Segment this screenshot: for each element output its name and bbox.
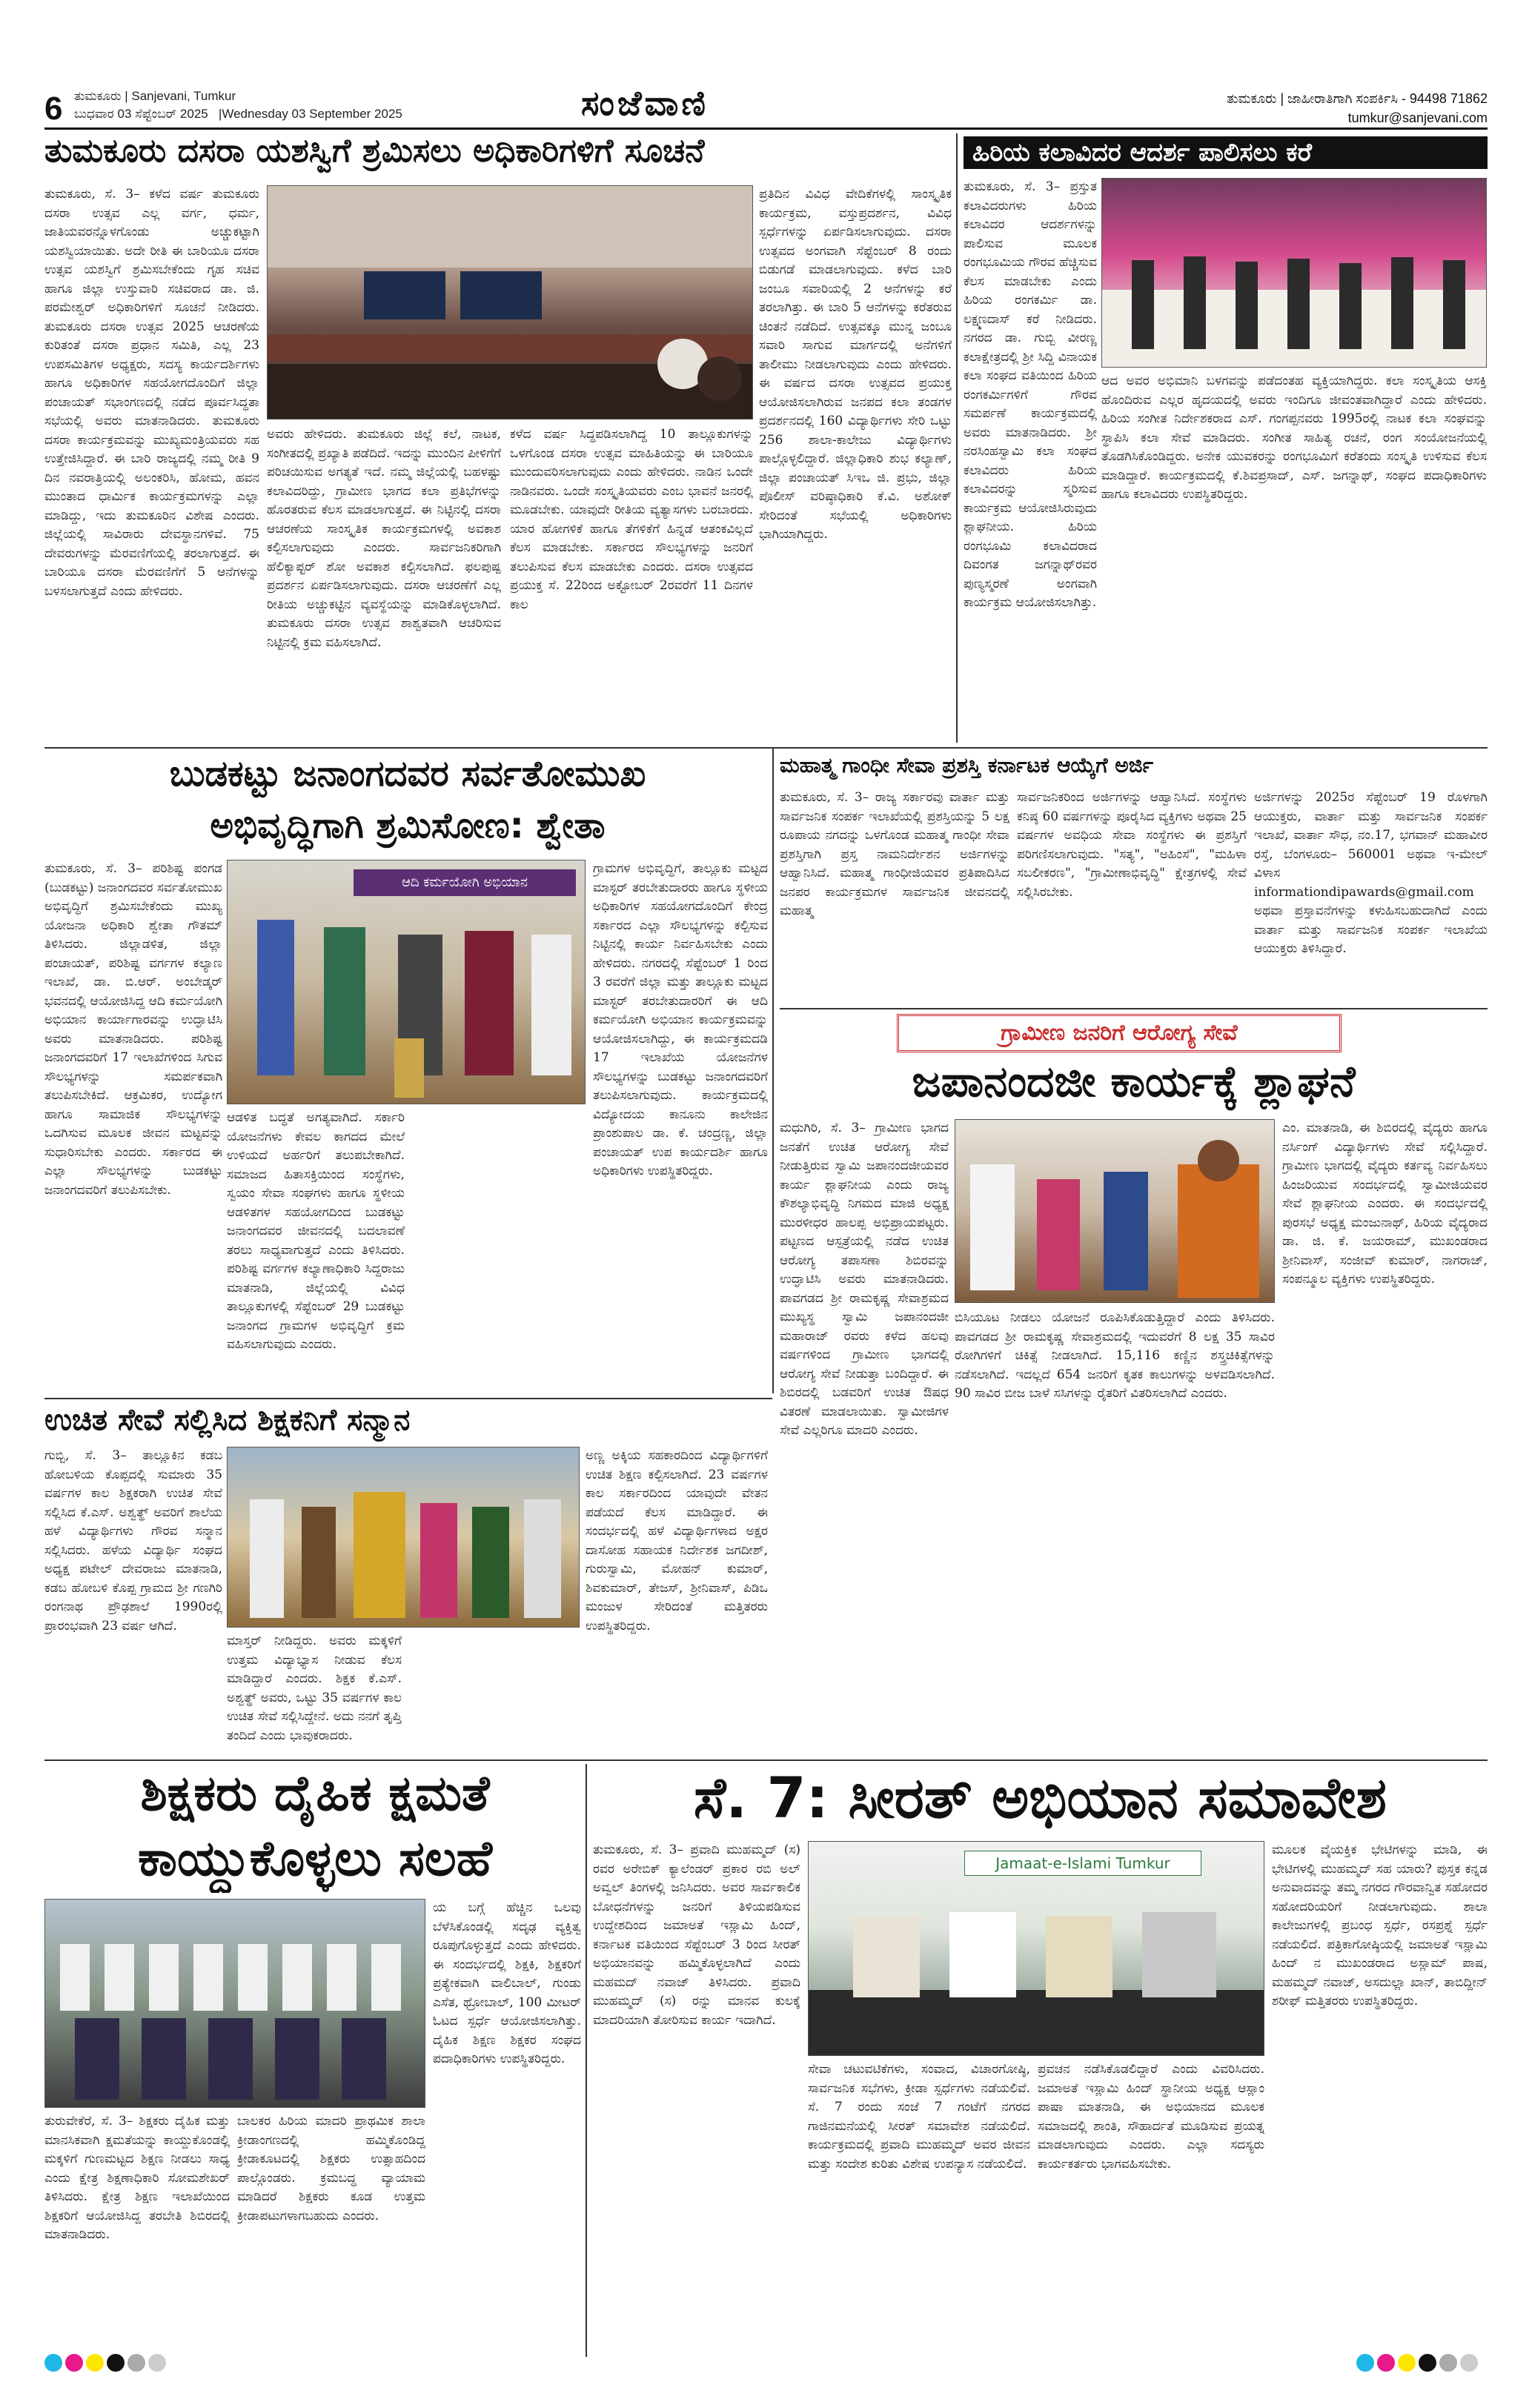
japananda-col1: ಮಧುಗಿರಿ, ಸೆ. 3– ಗ್ರಾಮೀಣ ಭಾಗದ ಜನತೆಗೆ ಉಚಿತ ಆರೋಗ್ಯ ಸೇವೆ ನೀಡುತ್ತಿರುವ ಸ್ವಾಮಿ ಜಪಾನಂದಜೀಯವರ ಕಾರ್ಯ ಶ್ಲಾಘನೀಯ ಎಂದು ರಾಜ್ಯ ಕೌಶಲ್ಯಾಭಿವೃದ್ಧಿ ನಿಗಮದ ಮಾಜಿ ಅಧ್ಯಕ್ಷ ಮುರಳೀಧರ ಹಾಲಪ್ಪ ಅಭಿಪ್ರಾಯಪಟ್ಟರು. ಪಟ್ಟಣದ ಆಸ್ಪತ್ರೆಯಲ್ಲಿ ನಡೆದ ಉಚಿತ ಆರೋಗ್ಯ ತಪಾಸಣಾ ಶಿಬಿರವನ್ನು ಉದ್ಘಾಟಿಸಿ ಅವರು ಮಾತನಾಡಿದರು. ಪಾವಗಡದ ಶ್ರೀ ರಾಮಕೃಷ್ಣ ಸೇವಾಶ್ರಮದ ಮುಖ್ಯಸ್ಥ ಸ್ವಾಮಿ ಜಪಾನಂದಜೀ ಮಹಾರಾಜ್ ರವರು ಕಳೆದ ಹಲವು ವರ್ಷಗಳಿಂದ ಗ್ರಾಮೀಣ ಭಾಗದಲ್ಲಿ ಆರೋಗ್ಯ ಸೇವೆ ನೀಡುತ್ತಾ ಬಂದಿದ್ದಾರೆ. ಈ ಶಿಬಿರದಲ್ಲಿ ಬಡವರಿಗೆ ಉಚಿತ ಔಷಧ ವಿತರಣೆ ಮಾಡಲಾಯಿತು. ಸ್ವಾಮೀಜಿಗಳ ಸೇವೆ ಎಲ್ಲರಿಗೂ ಮಾದರಿ ಎಂದರು. — [780, 1121, 949, 1438]
health-camp-illustration — [955, 1120, 1275, 1303]
seerat-col1: ತುಮಕೂರು, ಸೆ. 3– ಪ್ರವಾದಿ ಮುಹಮ್ಮದ್ (ಸ) ರವರ ಅರೇಬಿಕ್ ಕ್ಯಾಲೆಂಡರ್ ಪ್ರಕಾರ ರಬಿ ಅಲ್ ಅವ್ವಲ್ ತಿಂಗಳಲ್ಲಿ ಜನಿಸಿದರು. ಅವರ ಸಾರ್ವಕಾಲಿಕ ಬೋಧನೆಗಳನ್ನು ಜನರಿಗೆ ತಿಳಿಯಪಡಿಸುವ ಉದ್ದೇಶದಿಂದ ಜಮಾಅತೆ ಇಸ್ಲಾಮಿ ಹಿಂದ್, ಕರ್ನಾಟಕ ವತಿಯಿಂದ ಸೆಪ್ಟೆಂಬರ್ 3 ರಿಂದ ಸೀರತ್ ಅಭಿಯಾನವನ್ನು ಹಮ್ಮಿಕೊಳ್ಳಲಾಗಿದೆ ಎಂದು ಮಹಮದ್ ನವಾಜ್ ತಿಳಿಸಿದರು. ಪ್ರವಾದಿ ಮುಹಮ್ಮದ್ (ಸ) ರನ್ನು ಮಾನವ ಕುಲಕ್ಕೆ ಮಾದರಿಯಾಗಿ ತೋರಿಸುವ ಕಾರ್ಯ ಇದಾಗಿದೆ. — [593, 1843, 800, 2028]
fitness-col1: ತುರುವೇಕೆರೆ, ಸೆ. 3– ಶಿಕ್ಷಕರು ದೈಹಿಕ ಮತ್ತು ಮಾನಸಿಕವಾಗಿ ಕ್ಷಮತೆಯನ್ನು ಕಾಯ್ದುಕೊಂಡಲ್ಲಿ ಮಕ್ಕಳಿಗೆ ಗುಣಮಟ್ಟದ ಶಿಕ್ಷಣ ನೀಡಲು ಸಾಧ್ಯ ಎಂದು ಕ್ಷೇತ್ರ ಶಿಕ್ಷಣಾಧಿಕಾರಿ ಸೋಮಶೇಖರ್ ತಿಳಿಸಿದರು. ಕ್ಷೇತ್ರ ಶಿಕ್ಷಣ ಇಲಾಖೆಯಿಂದ ಶಿಕ್ಷಕರಿಗೆ ಆಯೋಜಿಸಿದ್ದ ತರಬೇತಿ ಶಿಬಿರದಲ್ಲಿ ಮಾತನಾಡಿದರು. — [44, 2114, 230, 2242]
header-ad-contact: ತುಮಕೂರು | ಜಾಹೀರಾತಿಗಾಗಿ ಸಂಪರ್ಕಿಸಿ - 94498 71862 — [1227, 91, 1488, 106]
section-rule — [44, 1759, 1488, 1761]
japananda-tag: ಗ್ರಾಮೀಣ ಜನರಿಗೆ ಆರೋಗ್ಯ ಸೇವೆ — [897, 1014, 1342, 1052]
tribal-col1: ತುಮಕೂರು, ಸೆ. 3– ಪರಿಶಿಷ್ಟ ಪಂಗಡ (ಬುಡಕಟ್ಟು) ಜನಾಂಗದವರ ಸರ್ವತೋಮುಖ ಅಭಿವೃದ್ಧಿಗೆ ಶ್ರಮಿಸಬೇಕೆಂದು ಮುಖ್ಯ ಯೋಜನಾ ಅಧಿಕಾರಿ ಶ್ವೇತಾ ಗೌತಮ್ ತಿಳಿಸಿದರು. ಜಿಲ್ಲಾಡಳಿತ, ಜಿಲ್ಲಾ ಪಂಚಾಯತ್, ಪರಿಶಿಷ್ಟ ವರ್ಗಗಳ ಕಲ್ಯಾಣ ಇಲಾಖೆ, ಡಾ. ಬಿ.ಆರ್. ಅಂಬೇಡ್ಕರ್ ಭವನದಲ್ಲಿ ಆಯೋಜಿಸಿದ್ದ ಆದಿ ಕರ್ಮಯೋಗಿ ಅಭಿಯಾನ ಕಾರ್ಯಾಗಾರವನ್ನು ಉದ್ಘಾಟಿಸಿ ಅವರು ಮಾತನಾಡಿದರು. ಪರಿಶಿಷ್ಟ ಜನಾಂಗದವರಿಗೆ 17 ಇಲಾಖೆಗಳಿಂದ ಸಿಗುವ ಸೌಲಭ್ಯಗಳನ್ನು ಸಮರ್ಪಕವಾಗಿ ತಲುಪಿಸಬೇಕಿದೆ. ಆಕ್ರಮಿಕರ, ಉದ್ಯೋಗ ಹಾಗೂ ಸಾಮಾಜಿಕ ಸೌಲಭ್ಯಗಳನ್ನು ಒದಗಿಸುವ ಮೂಲಕ ಜೀವನ ಮಟ್ಟವನ್ನು ಸುಧಾರಿಸಬೇಕು ಎಂದರು. ಸರ್ಕಾರದ ಈ ಎಲ್ಲಾ ಸೌಲಭ್ಯಗಳನ್ನು ಬುಡಕಟ್ಟು ಜನಾಂಗದವರಿಗೆ ತಲುಪಿಸಬೇಕು. — [44, 861, 222, 1198]
fitness-headline-line1: ಶಿಕ್ಷಕರು ದೈಹಿಕ ಕ್ಷಮತೆ — [140, 1767, 490, 1822]
gandhi-col2: ಸಾರ್ವಜನಿಕರಿಂದ ಅರ್ಜಿಗಳನ್ನು ಆಹ್ವಾನಿಸಿದೆ. ಸಂಸ್ಥೆಗಳು ಕನಿಷ್ಠ 60 ವರ್ಷಗಳನ್ನು ಪೂರೈಸಿದ ವ್ಯಕ್ತಿಗಳು ಅಥವಾ 25 ವರ್ಷಗಳ ಅವಧಿಯ ಸೇವಾ ಸಂಸ್ಥೆಗಳು ಈ ಪ್ರಶಸ್ತಿಗೆ ಪರಿಗಣಿಸಲಾಗುವುದು. "ಸತ್ಯ", "ಅಹಿಂಸೆ", "ಮಹಿಳಾ ಸಬಲೀಕರಣ", "ಗ್ರಾಮೀಣಾಭಿವೃದ್ಧಿ" ಕ್ಷೇತ್ರಗಳಲ್ಲಿ ಸೇವೆ ಸಲ್ಲಿಸಿರಬೇಕು. — [1017, 790, 1247, 900]
tribal-headline-line1: ಬುಡಕಟ್ಟು ಜನಾಂಗದವರ ಸರ್ವತೋಮುಖ — [169, 754, 646, 795]
artists-col1: ತುಮಕೂರು, ಸೆ. 3– ಪ್ರಸ್ತುತ ಕಲಾವಿದರುಗಳು ಹಿರಿಯ ಕಲಾವಿದರ ಆದರ್ಶಗಳನ್ನು ಪಾಲಿಸುವ ಮೂಲಕ ರಂಗಭೂಮಿಯ ಗೌರವ ಹೆಚ್ಚಿಸುವ ಕೆಲಸ ಮಾಡಬೇಕು ಎಂದು ಹಿರಿಯ ರಂಗಕರ್ಮಿ ಡಾ. ಲಕ್ಷ್ಮಣದಾಸ್ ಕರೆ ನೀಡಿದರು. ನಗರದ ಡಾ. ಗುಬ್ಬಿ ವೀರಣ್ಣ ಕಲಾಕ್ಷೇತ್ರದಲ್ಲಿ ಶ್ರೀ ಸಿದ್ದಿ ವಿನಾಯಕ ಕಲಾ ಸಂಘದ ವತಿಯಿಂದ ಹಿರಿಯ ರಂಗಕರ್ಮಿಗಳಿಗೆ ಗೌರವ ಸಮರ್ಪಣೆ ಕಾರ್ಯಕ್ರಮದಲ್ಲಿ ಅವರು ಮಾತನಾಡಿದರು. ಶ್ರೀ ನರಸಿಂಹಸ್ವಾಮಿ ಕಲಾ ಸಂಘದ ಕಲಾವಿದರು ಹಿರಿಯ ಕಲಾವಿದರನ್ನು ಸ್ಮರಿಸುವ ಕಾರ್ಯಕ್ರಮ ಆಯೋಜಿಸಿರುವುದು ಶ್ಲಾಘನೀಯ. ಹಿರಿಯ ರಂಗಭೂಮಿ ಕಲಾವಿದರಾದ ದಿವಂಗತ ಜಗನ್ನಾಥ್‌ರವರ ಪುಣ್ಯಸ್ಮರಣೆ ಅಂಗವಾಗಿ ಕಾರ್ಯಕ್ರಮ ಆಯೋಜಿಸಲಾಗಿತ್ತು. — [964, 179, 1097, 610]
header-email: tumkur@sanjevani.com — [1347, 110, 1488, 125]
teacher-col2: ಮಾಸ್ತರ್ ನೀಡಿದ್ದರು. ಅವರು ಮಕ್ಕಳಿಗೆ ಉತ್ತಮ ವಿದ್ಯಾಭ್ಯಾಸ ನೀಡುವ ಕೆಲಸ ಮಾಡಿದ್ದಾರೆ ಎಂದರು. ಶಿಕ್ಷಕ ಕೆ.ಎಸ್. ಅಶ್ವತ್ಥ್ ಅವರು, ಒಟ್ಟು 35 ವರ್ಷಗಳ ಕಾಲ ಉಚಿತ ಸೇವೆ ಸಲ್ಲಿಸಿದ್ದೇನೆ. ಅದು ನನಗೆ ತೃಪ್ತಿ ತಂದಿದೆ ಎಂದು ಭಾವುಕರಾದರು. — [227, 1633, 402, 1743]
header-date-kn: ಬುಧವಾರ 03 ಸೆಪ್ಟೆಂಬರ್ 2025 — [74, 107, 208, 121]
tribal-headline-line2: ಅಭಿವೃದ್ಧಿಗಾಗಿ ಶ್ರಮಿಸೋಣ: ಶ್ವೇತಾ — [210, 806, 606, 846]
section-rule — [780, 1008, 1488, 1009]
dasara-meeting-photo — [267, 185, 753, 419]
seerat-headline: ಸೆ. 7: ಸೀರತ್ ಅಭಿಯಾನ ಸಮಾವೇಶ — [693, 1767, 1387, 1831]
tribal-col3: ಗ್ರಾಮಗಳ ಅಭಿವೃದ್ಧಿಗೆ, ತಾಲ್ಲೂಕು ಮಟ್ಟದ ಮಾಸ್ಟರ್ ತರಬೇತುದಾರರು ಹಾಗೂ ಸ್ಥಳೀಯ ಅಧಿಕಾರಿಗಳ ಸಹಯೋಗದೊಂದಿಗೆ ಕೇಂದ್ರ ಸರ್ಕಾರದ ಎಲ್ಲಾ ಸೌಲಭ್ಯಗಳನ್ನು ಕಲ್ಪಿಸುವ ನಿಟ್ಟಿನಲ್ಲಿ ಕಾರ್ಯ ನಿರ್ವಹಿಸಬೇಕು ಎಂದು ಹೇಳಿದರು. ನಗರದಲ್ಲಿ ಸೆಪ್ಟೆಂಬರ್ 1 ರಿಂದ 3 ರವರೆಗೆ ಜಿಲ್ಲಾ ಮತ್ತು ತಾಲ್ಲೂಕು ಮಟ್ಟದ ಮಾಸ್ಟರ್ ತರಬೇತುದಾರರಿಗೆ ಈ ಆದಿ ಕರ್ಮಯೋಗಿ ಅಭಿಯಾನ ಕಾರ್ಯಕ್ರಮವನ್ನು ಆಯೋಜಿಸಲಾಗಿದ್ದು, ಈ ಕಾರ್ಯಕ್ರಮದಡಿ 17 ಇಲಾಖೆಯ ಯೋಜನೆಗಳ ಸೌಲಭ್ಯಗಳನ್ನು ಬುಡಕಟ್ಟು ಜನಾಂಗದವರಿಗೆ ತಲುಪಿಸಲಾಗುವುದು. ಕಾರ್ಯಕ್ರಮದಲ್ಲಿ ವಿದ್ಯೋದಯ ಕಾನೂನು ಕಾಲೇಜಿನ ಪ್ರಾಂಶುಪಾಲ ಡಾ. ಕೆ. ಚಂದ್ರಣ್ಣ, ಜಿಲ್ಲಾ ಪಂಚಾಯತ್ ಉಪ ಕಾರ್ಯದರ್ಶಿ ಹಾಗೂ ಅಧಿಕಾರಿಗಳು ಉಪಸ್ಥಿತರಿದ್ದರು. — [593, 861, 768, 1178]
column-divider — [772, 749, 774, 1393]
fitness-headline-line2: ಕಾಯ್ದುಕೊಳ್ಳಲು ಸಲಹೆ — [137, 1832, 493, 1887]
seerat-press-meet-photo — [808, 1841, 1264, 2056]
teachers-group-illustration — [45, 1900, 425, 2108]
tribal-workshop-photo — [227, 860, 586, 1104]
tribal-col2: ಆಡಳಿತ ಬದ್ಧತೆ ಅಗತ್ಯವಾಗಿದೆ. ಸರ್ಕಾರಿ ಯೋಜನೆಗಳು ಕೇವಲ ಕಾಗದದ ಮೇಲೆ ಉಳಿಯದೆ ಅರ್ಹರಿಗೆ ತಲುಪಬೇಕಾಗಿದೆ. ಸಮಾಜದ ಹಿತಾಸಕ್ತಿಯಿಂದ ಸಂಸ್ಥೆಗಳು, ಸ್ವಯಂ ಸೇವಾ ಸಂಘಗಳು ಹಾಗೂ ಸ್ಥಳೀಯ ಆಡಳಿತಗಳ ಸಹಯೋಗದಿಂದ ಬುಡಕಟ್ಟು ಜನಾಂಗದವರ ಜೀವನದಲ್ಲಿ ಬದಲಾವಣೆ ತರಲು ಸಾಧ್ಯವಾಗುತ್ತದೆ ಎಂದು ತಿಳಿಸಿದರು. ಪರಿಶಿಷ್ಟ ವರ್ಗಗಳ ಕಲ್ಯಾಣಾಧಿಕಾರಿ ಸಿದ್ದರಾಜು ಮಾತನಾಡಿ, ಜಿಲ್ಲೆಯಲ್ಲಿ ವಿವಿಧ ತಾಲ್ಲೂಕುಗಳಲ್ಲಿ ಸೆಪ್ಟೆಂಬರ್ 29 ಬುಡಕಟ್ಟು ಜನಾಂಗದ ಗ್ರಾಮಗಳ ಅಭಿವೃದ್ಧಿಗೆ ಕ್ರಮ ವಹಿಸಲಾಗುವುದು ಎಂದರು. — [227, 1110, 405, 1352]
teacher-felicitation-photo — [227, 1447, 580, 1628]
japananda-col3: ಎಂ. ಮಾತನಾಡಿ, ಈ ಶಿಬಿರದಲ್ಲಿ ವೈದ್ಯರು ಹಾಗೂ ನರ್ಸಿಂಗ್ ವಿದ್ಯಾರ್ಥಿಗಳು ಸೇವೆ ಸಲ್ಲಿಸಿದ್ದಾರೆ. ಗ್ರಾಮೀಣ ಭಾಗದಲ್ಲಿ ವೈದ್ಯರು ಕರ್ತವ್ಯ ನಿರ್ವಹಿಸಲು ಹಿಂಜರಿಯುವ ಸಂದರ್ಭದಲ್ಲಿ ಸ್ವಾಮೀಜಿಯವರ ಸೇವೆ ಶ್ಲಾಘನೀಯ ಎಂದರು. ಈ ಸಂದರ್ಭದಲ್ಲಿ ಪುರಸಭೆ ಅಧ್ಯಕ್ಷ ಮಂಜುನಾಥ್, ಹಿರಿಯ ವೈದ್ಯರಾದ ಡಾ. ಜಿ. ಕೆ. ಜಯರಾಮ್, ಮುಖಂಡರಾದ ಶ್ರೀನಿವಾಸ್, ಸಂಜೀವ್ ಕುಮಾರ್, ನಾಗರಾಜ್, ಸಂಪನ್ಮೂಲ ವ್ಯಕ್ತಿಗಳು ಉಪಸ್ಥಿತರಿದ್ದರು. — [1282, 1121, 1488, 1287]
cmyk-marks-left — [44, 2354, 169, 2375]
artists-col2: ಆದ ಅವರ ಅಭಿಮಾನಿ ಬಳಗವನ್ನು ಪಡೆದಂತಹ ವ್ಯಕ್ತಿಯಾಗಿದ್ದರು. ಕಲಾ ಸಂಸ್ಕೃತಿಯ ಆಸಕ್ತಿ ಹೊಂದಿರುವ ಎಲ್ಲರ ಹೃದಯದಲ್ಲಿ ಅವರು ಇಂದಿಗೂ ಜೀವಂತವಾಗಿದ್ದಾರೆ ಎಂದು ಹೇಳಿದರು. ಹಿರಿಯ ಸಂಗೀತ ನಿರ್ದೇಶಕರಾದ ಎಸ್. ಗಂಗಪ್ಪನವರು 1995ರಲ್ಲಿ ನಾಟಕ ಕಲಾ ಸಂಘವನ್ನು ಸ್ಥಾಪಿಸಿ ಕಲಾ ಸೇವೆ ಮಾಡಿದರು. ಸಂಗೀತ ಸಾಹಿತ್ಯ ರಚನೆ, ರಂಗ ಸಂಯೋಜನೆಯಲ್ಲಿ ತೊಡಗಿಸಿಕೊಂಡಿದ್ದರು. ಅನೇಕ ಯುವಕರನ್ನು ರಂಗಭೂಮಿಗೆ ಕರೆತಂದು ಸಂಸ್ಕೃತಿ ಉಳಿಸುವ ಕೆಲಸ ಮಾಡಿದ್ದಾರೆ. ಕಾರ್ಯಕ್ರಮದಲ್ಲಿ ಕೆ.ಶಿವಪ್ರಸಾದ್, ಎಸ್. ಜಗನ್ನಾಥ್, ಸಂಘದ ಪದಾಧಿಕಾರಿಗಳು ಹಾಗೂ ಕಲಾವಿದರು ಉಪಸ್ಥಿತರಿದ್ದರು. — [1101, 374, 1487, 502]
section-rule — [44, 747, 1488, 749]
dasara-col2: ಅವರು ಹೇಳಿದರು. ತುಮಕೂರು ಜಿಲ್ಲೆ ಕಲೆ, ನಾಟಕ, ಸಂಗೀತದಲ್ಲಿ ಪ್ರಖ್ಯಾತಿ ಪಡೆದಿದೆ. ಇದನ್ನು ಮುಂದಿನ ಪೀಳಿಗೆಗೆ ಪರಿಚಯಿಸುವ ಅಗತ್ಯತೆ ಇದೆ. ನಮ್ಮ ಜಿಲ್ಲೆಯಲ್ಲಿ ಬಹಳಷ್ಟು ಕಲಾವಿದರಿದ್ದು, ಗ್ರಾಮೀಣ ಭಾಗದ ಕಲಾ ಪ್ರತಿಭೆಗಳನ್ನು ಹೊರತರುವ ಕೆಲಸ ಮಾಡಲಾಗುತ್ತದೆ. ಈ ನಿಟ್ಟಿನಲ್ಲಿ ದಸರಾ ಆಚರಣೆಯ ಸಾಂಸ್ಕೃತಿಕ ಕಾರ್ಯಕ್ರಮಗಳಲ್ಲಿ ಅವಕಾಶ ಕಲ್ಪಿಸಲಾಗುವುದು ಎಂದರು. ಸಾರ್ವಜನಿಕರಿಗಾಗಿ ಹೆಲಿಕ್ಯಾಪ್ಟರ್ ಶೋ ಅವಕಾಶ ಕಲ್ಪಿಸಲಾಗಿದೆ. ಫಲಪುಷ್ಪ ಪ್ರದರ್ಶನ ಏರ್ಪಡಿಸಲಾಗುವುದು. ದಸರಾ ಆಚರಣೆಗೆ ಎಲ್ಲ ರೀತಿಯ ಅಚ್ಚುಕಟ್ಟಿನ ವ್ಯವಸ್ಥೆಯನ್ನು ಮಾಡಿಕೊಳ್ಳಲಾಗಿದೆ. ತುಮಕೂರು ದಸರಾ ಉತ್ಸವ ಶಾಶ್ವತವಾಗಿ ಆಚರಿಸುವ ನಿಟ್ಟಿನಲ್ಲಿ ಕ್ರಮ ವಹಿಸಲಾಗಿದೆ. — [267, 427, 501, 650]
column-divider — [586, 1764, 587, 2357]
section-rule — [44, 1398, 772, 1399]
press-meet-illustration — [809, 1842, 1264, 2056]
artists-felicitation-photo — [1101, 178, 1487, 368]
header-date-en: Wednesday 03 September 2025 — [222, 107, 402, 121]
dasara-headline: ತುಮಕೂರು ದಸರಾ ಯಶಸ್ವಿಗೆ ಶ್ರಮಿಸಲು ಅಧಿಕಾರಿಗಳಿಗೆ ಸೂಚನೆ — [44, 133, 705, 170]
page-number: 6 — [44, 90, 63, 127]
dasara-col3: ಕಳೆದ ವರ್ಷ ಸಿದ್ಧಪಡಿಸಲಾಗಿದ್ದ 10 ತಾಲ್ಲೂಕುಗಳನ್ನು ಒಳಗೊಂಡ ದಸರಾ ಉತ್ಸವ ಮಾಹಿತಿಯನ್ನು ಈ ಬಾರಿಯೂ ಮುಂದುವರಿಸಲಾಗುವುದು ಎಂದು ಹೇಳಿದರು. ನಾಡಿನ ಒಂದೇ ನಾಡಿನವರು. ಒಂದೇ ಸಂಸ್ಕೃತಿಯವರು ಎಂಬ ಭಾವನೆ ಜನರಲ್ಲಿ ಮೂಡಬೇಕು. ಯಾವುದೇ ರೀತಿಯ ವ್ಯತ್ಯಾಸಗಳು ಬರಬಾರದು. ಯಾರ ಹೋಗಳಿಕೆ ಹಾಗೂ ತೆಗಳಿಕೆಗೆ ಹಿನ್ನಡೆ ಆತಂಕವಿಲ್ಲದೆ ಕೆಲಸ ಮಾಡಬೇಕು. ಸರ್ಕಾರದ ಸೌಲಭ್ಯಗಳನ್ನು ಜನರಿಗೆ ತಲುಪಿಸುವ ಕೆಲಸ ಮಾಡಬೇಕು ಎಂದರು. ದಸರಾ ಉತ್ಸವದ ಪ್ರಯುಕ್ತ ಸೆ. 22ರಿಂದ ಅಕ್ಟೋಬರ್ 2ರವರೆಗೆ 11 ದಿನಗಳ ಕಾಲ — [510, 427, 753, 612]
japananda-health-camp-photo — [955, 1119, 1275, 1303]
header-right — [1227, 89, 1488, 127]
teacher-col1: ಗುಬ್ಬಿ, ಸೆ. 3– ತಾಲ್ಲೂಕಿನ ಕಡಬ ಹೋಬಳಿಯ ಕೊಪ್ಪದಲ್ಲಿ ಸುಮಾರು 35 ವರ್ಷಗಳ ಕಾಲ ಶಿಕ್ಷಕರಾಗಿ ಉಚಿತ ಸೇವೆ ಸಲ್ಲಿಸಿದ ಕೆ.ಎಸ್. ಅಶ್ವತ್ಥ್ ಅವರಿಗೆ ಶಾಲೆಯ ಹಳೆ ವಿದ್ಯಾರ್ಥಿಗಳು ಗೌರವ ಸನ್ಮಾನ ಸಲ್ಲಿಸಿದರು. ಹಳೆಯ ವಿದ್ಯಾರ್ಥಿ ಸಂಘದ ಅಧ್ಯಕ್ಷ ಪಟೇಲ್ ದೇವರಾಜು ಮಾತನಾಡಿ, ಕಡಬ ಹೋಬಳಿ ಕೊಪ್ಪ ಗ್ರಾಮದ ಶ್ರೀ ಗಣಗಿರಿ ರಂಗನಾಥ ಪ್ರೌಢಶಾಲೆ 1990ರಲ್ಲಿ ಪ್ರಾರಂಭವಾಗಿ 23 ವರ್ಷ ಆಗಿದೆ. — [44, 1448, 222, 1633]
seerat-col3: ಪ್ರವಚನ ನಡೆಸಿಕೊಡಲಿದ್ದಾರೆ ಎಂದು ವಿವರಿಸಿದರು. ಜಮಾಅತೆ ಇಸ್ಲಾಮಿ ಹಿಂದ್ ಸ್ಥಾನೀಯ ಅಧ್ಯಕ್ಷ ಆಸ್ಲಾಂ ಪಾಷಾ ಮಾತನಾಡಿ, ಈ ಅಭಿಯಾನದ ಮೂಲಕ ಸಮಾಜದಲ್ಲಿ ಶಾಂತಿ, ಸೌಹಾರ್ದತೆ ಮೂಡಿಸುವ ಪ್ರಯತ್ನ ಮಾಡಲಾಗುವುದು ಎಂದರು. ಎಲ್ಲಾ ಸದಸ್ಯರು ಕಾರ್ಯಕರ್ತರು ಭಾಗವಹಿಸಬೇಕು. — [1038, 2062, 1264, 2172]
stage-group-illustration — [1102, 179, 1487, 368]
column-divider — [956, 133, 958, 743]
artists-headline: ಹಿರಿಯ ಕಲಾವಿದರ ಆದರ್ಶ ಪಾಲಿಸಲು ಕರೆ — [964, 136, 1488, 169]
header-place: ತುಮಕೂರು — [74, 89, 122, 103]
dasara-col1: ತುಮಕೂರು, ಸೆ. 3– ಕಳೆದ ವರ್ಷ ತುಮಕೂರು ದಸರಾ ಉತ್ಸವ ಎಲ್ಲ ವರ್ಗ, ಧರ್ಮ, ಜಾತಿಯವರನ್ನೊಳಗೊಂಡು ಅಚ್ಚುಕಟ್ಟಾಗಿ ಯಶಸ್ವಿಯಾಯಿತು. ಅದೇ ರೀತಿ ಈ ಬಾರಿಯೂ ದಸರಾ ಉತ್ಸವ ಯಶಸ್ವಿಗೆ ಶ್ರಮಿಸಬೇಕೆಂದು ಗೃಹ ಸಚಿವ ಹಾಗೂ ಜಿಲ್ಲಾ ಉಸ್ತುವಾರಿ ಸಚಿವರಾದ ಡಾ. ಜಿ. ಪರಮೇಶ್ವರ್ ಅಧಿಕಾರಿಗಳಿಗೆ ಸೂಚನೆ ನೀಡಿದರು. ತುಮಕೂರು ದಸರಾ ಉತ್ಸವ 2025 ಆಚರಣೆಯ ಕುರಿತಂತೆ ದಸರಾ ಪ್ರಧಾನ ಸಮಿತಿ, ಎಲ್ಲ 23 ಉಪಸಮಿತಿಗಳ ಅಧ್ಯಕ್ಷರು, ಸದಸ್ಯ ಕಾರ್ಯದರ್ಶಿಗಳು ಹಾಗೂ ಅಧಿಕಾರಿಗಳ ಸಹಯೋಗದೊಂದಿಗೆ ಜಿಲ್ಲಾ ಪಂಚಾಯತ್ ಸಭಾಂಗಣದಲ್ಲಿ ನಡೆದ ಪೂರ್ವಸಿದ್ಧತಾ ಸಭೆಯಲ್ಲಿ ಅವರು ಮಾತನಾಡಿದರು. ತುಮಕೂರು ದಸರಾ ಕಾರ್ಯಕ್ರಮವನ್ನು ಮುಖ್ಯಮಂತ್ರಿಯವರು ಸಹ ಉತ್ತೇಜಿಸಿದ್ದಾರೆ. ಈ ಬಾರಿ ರಾಜ್ಯದಲ್ಲಿ ನಮ್ಮ ರೀತಿ 9 ದಿನ ನವರಾತ್ರಿಯಲ್ಲಿ ಅಲಂಕರಿಸಿ, ಹೋಮ, ಹವನ ಮುಂತಾದ ಧಾರ್ಮಿಕ ಕಾರ್ಯಕ್ರಮಗಳನ್ನು ಎಲ್ಲಾ ಮಾಡಿದ್ದು, ಇದು ತುಮಕೂರಿನ ವಿಶೇಷ ಎಂದರು. ಜಿಲ್ಲೆಯಲ್ಲಿ ಸಾವಿರಾರು ದೇವಸ್ಥಾನಗಳಿವೆ. 75 ದೇವರುಗಳನ್ನು ಮೆರವಣಿಗೆಯಲ್ಲಿ ತರಲಾಗುತ್ತದೆ. ಈ ಬಾರಿಯೂ ದಸರಾ ಮೆರವಣಿಗೆಗೆ 5 ಆನೆಗಳನ್ನು ಬಳಸಲಾಗುತ್ತದೆ ಎಂದು ಹೇಳಿದರು. — [44, 187, 259, 599]
top-rule — [44, 127, 1488, 130]
header-left: ತುಮಕೂರು | Sanjevani, Tumkur ಬುಧವಾರ 03 ಸೆಪ್ಟೆಂಬರ್ 2025 |Wednesday 03 September 2025 — [74, 89, 402, 121]
fitness-col3: ಯ ಬಗ್ಗೆ ಹೆಚ್ಚಿನ ಒಲವು ಬೆಳೆಸಿಕೊಂಡಲ್ಲಿ ಸದೃಢ ವ್ಯಕ್ತಿತ್ವ ರೂಪುಗೊಳ್ಳುತ್ತದೆ ಎಂದು ಹೇಳಿದರು. ಈ ಸಂದರ್ಭದಲ್ಲಿ ಶಿಕ್ಷಕಿ, ಶಿಕ್ಷಕರಿಗೆ ಪ್ರತ್ಯೇಕವಾಗಿ ವಾಲಿಬಾಲ್, ಗುಂಡು ಎಸೆತ, ಥ್ರೋಬಾಲ್, 100 ಮೀಟರ್ ಓಟದ ಸ್ಪರ್ಧೆ ಆಯೋಜಿಸಲಾಗಿತ್ತು. ದೈಹಿಕ ಶಿಕ್ಷಣ ಶಿಕ್ಷಕರ ಸಂಘದ ಪದಾಧಿಕಾರಿಗಳು ಉಪಸ್ಥಿತರಿದ್ದರು. — [433, 1900, 581, 2066]
header-edition: Sanjevani, Tumkur — [131, 89, 236, 103]
gandhi-headline: ಮಹಾತ್ಮ ಗಾಂಧೀ ಸೇವಾ ಪ್ರಶಸ್ತಿ ಕರ್ನಾಟಕ ಆಯ್ಕೆಗೆ ಅರ್ಜಿ — [780, 754, 1154, 777]
fitness-teachers-photo — [44, 1899, 425, 2108]
tribal-photo-banner: ಆದಿ ಕರ್ಮಯೋಗಿ ಅಭಿಯಾನ — [354, 869, 576, 896]
teacher-col3: ಅಣ್ಣ ಅಕ್ಕಿಯ ಸಹಕಾರದಿಂದ ವಿದ್ಯಾರ್ಥಿಗಳಿಗೆ ಉಚಿತ ಶಿಕ್ಷಣ ಕಲ್ಪಿಸಲಾಗಿದೆ. 23 ವರ್ಷಗಳ ಕಾಲ ಸರ್ಕಾರದಿಂದ ಯಾವುದೇ ವೇತನ ಪಡೆಯದೆ ಕೆಲಸ ಮಾಡಿದ್ದಾರೆ. ಈ ಸಂದರ್ಭದಲ್ಲಿ ಹಳೆ ವಿದ್ಯಾರ್ಥಿಗಳಾದ ಅಕ್ಷರ ದಾಸೋಹ ಸಹಾಯಕ ನಿರ್ದೇಶಕ ಜಗದೀಶ್, ಗುರುಸ್ವಾಮಿ, ಮೋಹನ್ ಕುಮಾರ್, ಶಿವಕುಮಾರ್, ತೇಜಸ್, ಶ್ರೀನಿವಾಸ್, ಪಿಡಿಒ ಮಂಜುಳ ಸೇರಿದಂತೆ ಮತ್ತಿತರರು ಉಪಸ್ಥಿತರಿದ್ದರು. — [586, 1448, 768, 1633]
cmyk-marks-right — [1356, 2354, 1481, 2375]
seerat-col4: ಮೂಲಕ ವೈಯಕ್ತಿಕ ಭೇಟಿಗಳನ್ನು ಮಾಡಿ, ಈ ಭೇಟಿಗಳಲ್ಲಿ ಮುಹಮ್ಮದ್ ಸಹ ಯಾರು? ಪುಸ್ತಕ ಕನ್ನಡ ಅನುವಾದವನ್ನು ತಮ್ಮ ನಗರದ ಗೌರವಾನ್ವಿತ ಸಹೋದರ ಸಹೋದರಿಯರಿಗೆ ನೀಡಲಾಗುವುದು. ಶಾಲಾ ಕಾಲೇಜುಗಳಲ್ಲಿ ಪ್ರಬಂಧ ಸ್ಪರ್ಧೆ, ರಸಪ್ರಶ್ನೆ ಸ್ಪರ್ಧೆ ನಡೆಯಲಿದೆ. ಪತ್ರಿಕಾಗೋಷ್ಠಿಯಲ್ಲಿ ಜಮಾಅತೆ ಇಸ್ಲಾಮಿ ಹಿಂದ್ ನ ಮುಖಂಡರಾದ ಅಸ್ಲಾಮ್ ಪಾಷ, ಮಹಮ್ಮದ್ ನವಾಜ್, ಅಸದುಲ್ಲಾ ಖಾನ್, ತಾಬಿದ್ದೀನ್ ಶರೀಫ್ ಮತ್ತಿತರರು ಉಪಸ್ಥಿತರಿದ್ದರು. — [1272, 1843, 1488, 2009]
lamp-lighting-illustration — [228, 860, 586, 1104]
meeting-hall-illustration — [268, 186, 753, 419]
felicitation-group-illustration — [228, 1447, 580, 1628]
masthead-title: ಸಂಜೆವಾಣಿ — [581, 83, 709, 123]
teacher-headline: ಉಚಿತ ಸೇವೆ ಸಲ್ಲಿಸಿದ ಶಿಕ್ಷಕನಿಗೆ ಸನ್ಮಾನ — [44, 1404, 411, 1437]
seerat-col2: ಸೇವಾ ಚಟುವಟಿಕೆಗಳು, ಸಂವಾದ, ವಿಚಾರಗೋಷ್ಠಿ, ಸಾರ್ವಜನಿಕ ಸಭೆಗಳು, ಕ್ರೀಡಾ ಸ್ಪರ್ಧೆಗಳು ನಡೆಯಲಿವೆ. ಸೆ. 7 ರಂದು ಸಂಜೆ 7 ಗಂಟೆಗೆ ನಗರದ ಗಾಜಿನಮನೆಯಲ್ಲಿ ಸೀರತ್ ಸಮಾವೇಶ ನಡೆಯಲಿದೆ. ಕಾರ್ಯಕ್ರಮದಲ್ಲಿ ಪ್ರವಾದಿ ಮುಹಮ್ಮದ್ ಅವರ ಜೀವನ ಮತ್ತು ಸಂದೇಶ ಕುರಿತು ವಿಶೇಷ ಉಪನ್ಯಾಸ ನಡೆಯಲಿದೆ. — [808, 2062, 1030, 2172]
gandhi-col3: ಅರ್ಜಿಗಳನ್ನು 2025ರ ಸೆಪ್ಟೆಂಬರ್ 19 ರೊಳಗಾಗಿ ಆಯುಕ್ತರು, ವಾರ್ತಾ ಮತ್ತು ಸಾರ್ವಜನಿಕ ಸಂಪರ್ಕ ಇಲಾಖೆ, ವಾರ್ತಾ ಸೌಧ, ನಂ.17, ಭಗವಾನ್ ಮಹಾವೀರ ರಸ್ತೆ, ಬೆಂಗಳೂರು– 560001 ಅಥವಾ ಇ-ಮೇಲ್ ವಿಳಾಸ informationdipawards@gmail.com ಅಥವಾ ಪ್ರಸ್ತಾವನೆಗಳನ್ನು ಕಳುಹಿಸಬಹುದಾಗಿದೆ ಎಂದು ವಾರ್ತಾ ಮತ್ತು ಸಾರ್ವಜನಿಕ ಸಂಪರ್ಕ ಇಲಾಖೆಯ ಆಯುಕ್ತರು ತಿಳಿಸಿದ್ದಾರೆ. — [1254, 790, 1488, 956]
fitness-col2: ಬಾಲಕರ ಹಿರಿಯ ಮಾದರಿ ಪ್ರಾಥಮಿಕ ಶಾಲಾ ಕ್ರೀಡಾಂಗಣದಲ್ಲಿ ಹಮ್ಮಿಕೊಂಡಿದ್ದ ಕ್ರೀಡಾಕೂಟದಲ್ಲಿ ಶಿಕ್ಷಕರು ಉತ್ಸಾಹದಿಂದ ಪಾಲ್ಗೊಂಡರು. ಕ್ರಮಬದ್ಧ ವ್ಯಾಯಾಮ ಮಾಡಿದರೆ ಶಿಕ್ಷಕರು ಕೂಡ ಉತ್ತಮ ಕ್ರೀಡಾಪಟುಗಳಾಗಬಹುದು ಎಂದರು. — [237, 2114, 425, 2223]
japananda-headline: ಜಪಾನಂದಜೀ ಕಾರ್ಯಕ್ಕೆ ಶ್ಲಾಘನೆ — [912, 1058, 1356, 1107]
dasara-col4: ಪ್ರತಿದಿನ ವಿವಿಧ ವೇದಿಕೆಗಳಲ್ಲಿ ಸಾಂಸ್ಕೃತಿಕ ಕಾರ್ಯಕ್ರಮ, ವಸ್ತುಪ್ರದರ್ಶನ, ವಿವಿಧ ಸ್ಪರ್ಧೆಗಳನ್ನು ಏರ್ಪಡಿಸಲಾಗುವುದು. ದಸರಾ ಉತ್ಸವದ ಅಂಗವಾಗಿ ಸೆಪ್ಟೆಂಬರ್ 8 ರಂದು ಬಿಡುಗಡೆ ಮಾಡಲಾಗುವುದು. ಕಳೆದ ಬಾರಿ ಜಂಬೂ ಸವಾರಿಯಲ್ಲಿ 2 ಆನೆಗಳನ್ನು ಕರೆ ತರಲಾಗಿತ್ತು. ಈ ಬಾರಿ 5 ಆನೆಗಳನ್ನು ಕರೆತರುವ ಚಿಂತನೆ ನಡೆದಿದೆ. ಉತ್ಸವಕ್ಕೂ ಮುನ್ನ ಜಂಬೂ ಸವಾರಿ ಸಾಗುವ ಮಾರ್ಗದಲ್ಲಿ ಅನೆಗಳಿಗೆ ತಾಲೀಮು ನೀಡಲಾಗುವುದು ಎಂದು ಹೇಳಿದರು. ಈ ವರ್ಷದ ದಸರಾ ಉತ್ಸವದ ಪ್ರಯುಕ್ತ ಆಯೋಜಿಸಲಾಗಿರುವ ಜನಪದ ಕಲಾ ತಂಡಗಳ ಪ್ರದರ್ಶನದಲ್ಲಿ 160 ವಿದ್ಯಾರ್ಥಿಗಳು ಸೇರಿ ಒಟ್ಟು 256 ಶಾಲಾ-ಕಾಲೇಜು ವಿದ್ಯಾರ್ಥಿಗಳು ಪಾಲ್ಗೊಳ್ಳಲಿದ್ದಾರೆ. ಜಿಲ್ಲಾಧಿಕಾರಿ ಶುಭ ಕಲ್ಯಾಣ್, ಜಿಲ್ಲಾ ಪಂಚಾಯತ್ ಸಿಇಒ ಜಿ. ಪ್ರಭು, ಜಿಲ್ಲಾ ಪೊಲೀಸ್ ವರಿಷ್ಠಾಧಿಕಾರಿ ಕೆ.ವಿ. ಅಶೋಕ್ ಸೇರಿದಂತೆ ಸಭೆಯಲ್ಲಿ ಅಧಿಕಾರಿಗಳು ಭಾಗಿಯಾಗಿದ್ದರು. — [759, 187, 952, 542]
masthead — [548, 83, 741, 127]
japananda-col2: ಬಿಸಿಯೂಟ ನೀಡಲು ಯೋಜನೆ ರೂಪಿಸಿಕೊಡುತ್ತಿದ್ದಾರೆ ಎಂದು ತಿಳಿಸಿದರು. ಪಾವಗಡದ ಶ್ರೀ ರಾಮಕೃಷ್ಣ ಸೇವಾಶ್ರಮದಲ್ಲಿ ಇದುವರೆಗೆ 8 ಲಕ್ಷ 35 ಸಾವಿರ ರೋಗಿಗಳಿಗೆ ಚಿಕಿತ್ಸೆ ನೀಡಲಾಗಿದೆ. 15,116 ಕಣ್ಣಿನ ಶಸ್ತ್ರಚಿಕಿತ್ಸೆಗಳನ್ನು ನಡೆಸಲಾಗಿದೆ. ಇದಲ್ಲದೆ 654 ಜನರಿಗೆ ಕೃತಕ ಕಾಲುಗಳನ್ನು ಅಳವಡಿಸಲಾಗಿದೆ. 90 ಸಾವಿರ ಬೀಜ ಬಾಳೆ ಸಸಿಗಳನ್ನು ರೈತರಿಗೆ ವಿತರಿಸಲಾಗಿದೆ ಎಂದರು. — [955, 1310, 1275, 1401]
gandhi-col1: ತುಮಕೂರು, ಸೆ. 3– ರಾಜ್ಯ ಸರ್ಕಾರವು ವಾರ್ತಾ ಮತ್ತು ಸಾರ್ವಜನಿಕ ಸಂಪರ್ಕ ಇಲಾಖೆಯಲ್ಲಿ ಪ್ರಶಸ್ತಿಯನ್ನು 5 ಲಕ್ಷ ರೂಪಾಯ ನಗದನ್ನು ಒಳಗೊಂಡ ಮಹಾತ್ಮ ಗಾಂಧೀ ಸೇವಾ ಪ್ರಶಸ್ತಿಗಾಗಿ ಪ್ರಸ್ತ ನಾಮನಿರ್ದೇಶನ ಅರ್ಜಿಗಳನ್ನು ಆಹ್ವಾನಿಸಿದೆ. ಮಹಾತ್ಮ ಗಾಂಧೀಜಿಯವರ ಪ್ರತಿಪಾದಿಸಿದ ಜನಪರ ಕಾರ್ಯಕ್ರಮಗಳ ಸಾರ್ವಜನಿಕ ಜೀವನದಲ್ಲಿ ಮಹಾತ್ಮ — [780, 790, 1009, 918]
seerat-photo-banner: Jamaat-e-Islami Tumkur — [964, 1851, 1201, 1876]
